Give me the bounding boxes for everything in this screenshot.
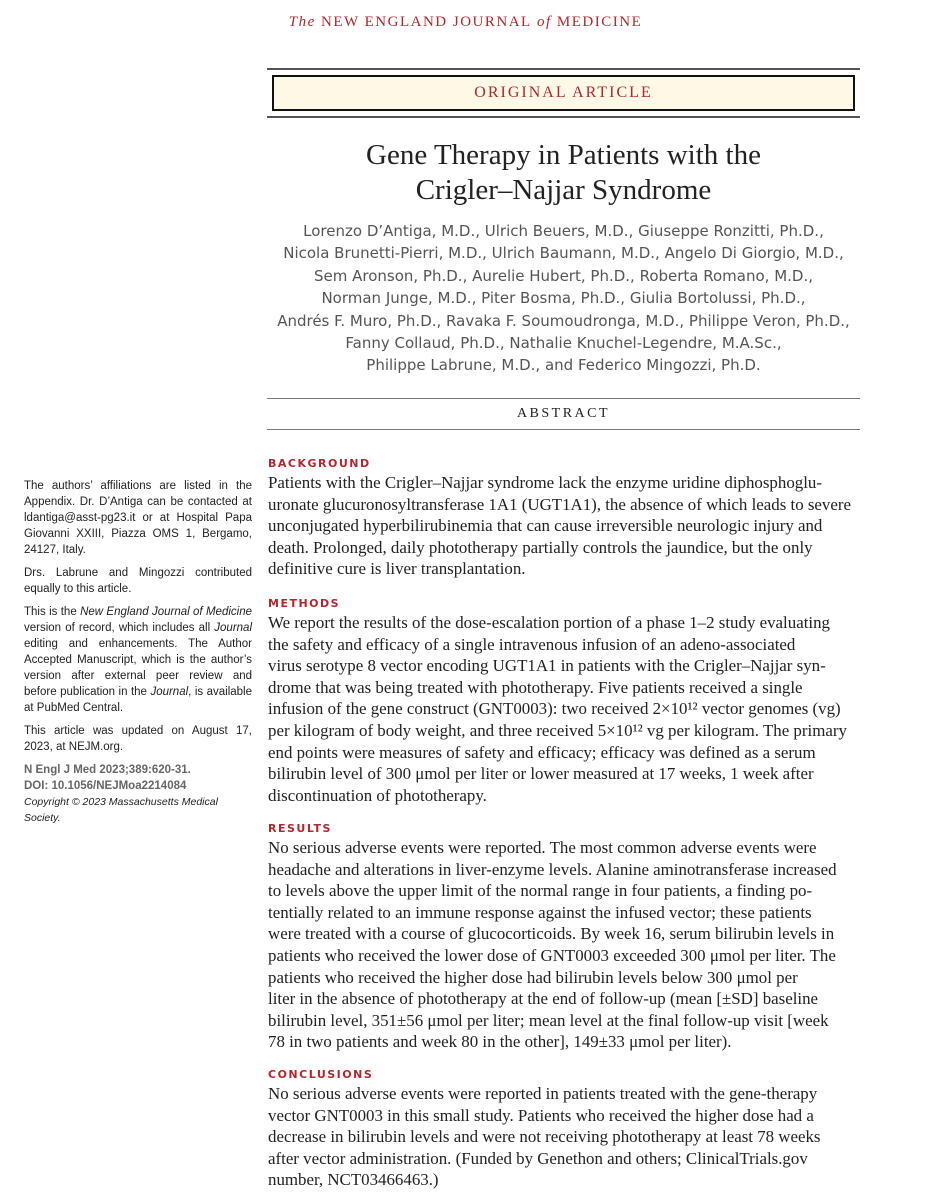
abstract-line: after vector administration. (Funded by Genethon and others; ClinicalTrials.gov [268,1148,808,1168]
section-body-background [268,472,860,580]
abstract-line: were treated with a course of glucocorticoids. By week 16, serum bilirubin levels in [268,924,835,944]
abstract-line: end points were measures of safety and efficacy; efficacy was defined as a serum [268,742,816,762]
copyright: Copyright © 2023 Massachusetts Medical Society. [24,796,218,824]
abstract-line: No serious adverse events were reported. The most common adverse events were [268,838,817,857]
abstract-line: infusion of the gene construct (GNT0003): two received 2×10¹² vector genomes (vg) [268,699,841,719]
abstract-line: headache and alterations in liver-enzyme levels. Alanine aminotransferase increased [268,859,837,879]
version-note-text: , is available at PubMed Central. [24,686,252,714]
section-body-results [268,837,860,1053]
version-note-journal: Journal [214,622,252,634]
abstract-line: patients who received the higher dose had bilirubin levels below 300 μmol per [268,967,798,987]
abstract-line: death. Prolonged, daily phototherapy partially controls the jaundice, but the only [268,537,813,557]
journal-name-the: The [288,14,316,30]
author-line: Norman Junge, M.D., Piter Bosma, Ph.D., Giulia Bortolussi, Ph.D., [321,289,806,308]
version-note-journal: New England Journal of Medicine [80,606,252,618]
section-body-conclusions [268,1083,860,1191]
author-line: Nicola Brunetti-Pierri, M.D., Ulrich Baumann, M.D., Angelo Di Giorgio, M.D., [283,244,844,263]
abstract-line: number, NCT03466463.) [268,1170,439,1190]
abstract-line: tentially related to an immune response against the infused vector; these patients [268,902,812,922]
author-line: Sem Aronson, Ph.D., Aurelie Hubert, Ph.D., Roberta Romano, M.D., [313,266,813,285]
author-line: Philippe Labrune, M.D., and Federico Mingozzi, Ph.D. [366,356,761,375]
abstract-line: discontinuation of phototherapy. [268,785,487,805]
abstract-line: patients who received the lower dose of GNT0003 exceeded 300 μmol per liter. The [268,945,836,965]
abstract-line: unconjugated hyperbilirubinemia that can cause irreversible neurologic injury and [268,516,823,536]
section-heading-conclusions: CONCLUSIONS [268,1068,374,1081]
article-title-line: Crigler–Najjar Syndrome [415,174,712,206]
affiliations-note: The authors’ affiliations are listed in the Appendix. Dr. D’Antiga can be contacted at ldantiga@asst-pg23.it or at Hospital Papa Giovanni XXIII, Piazza OMS 1, Bergamo, 24127, Italy. [24,480,252,556]
abstract-line: decrease in bilirubin levels and were not receiving phototherapy at least 78 weeks [268,1127,821,1147]
abstract-header [267,398,860,430]
abstract-line: drome that was being treated with phototherapy. Five patients received a single [268,677,803,697]
article-type-label: ORIGINAL ARTICLE [474,84,653,101]
version-note-journal: Journal [150,686,189,698]
author-list [267,220,860,377]
sidebar-notes [24,478,252,833]
abstract-line: We report the results of the dose-escalation portion of a phase 1–2 study evaluating [268,613,830,632]
abstract-line: to levels above the upper limit of the normal range in four patients, a finding po- [268,881,813,901]
citation: N Engl J Med 2023;389:620-31. [24,764,191,776]
journal-name-part2: MEDICINE [556,14,643,30]
section-heading-results: RESULTS [268,822,332,835]
article-title [267,138,860,208]
abstract-line: liter in the absence of phototherapy at the end of follow-up (mean [±SD] baseline [268,989,819,1009]
abstract-line: uronate glucuronosyltransferase 1A1 (UGT1A1), the absence of which leads to severe [268,494,851,514]
journal-masthead [0,14,931,31]
journal-name-part1: NEW ENGLAND JOURNAL [321,14,532,30]
abstract-line: the safety and efficacy of a single intravenous infusion of an adeno-associated [268,634,796,654]
abstract-line: No serious adverse events were reported in patients treated with the gene-therapy [268,1084,818,1103]
update-note: This article was updated on August 17, 2023, at NEJM.org. [24,725,252,753]
author-line: Fanny Collaud, Ph.D., Nathalie Knuchel-Legendre, M.A.Sc., [345,334,782,353]
abstract-line: vector GNT0003 in this small study. Patients who received the higher dose had a [268,1105,814,1125]
abstract-line: per kilogram of body weight, and three received 5×10¹² vg per kilogram. The primary [268,720,847,740]
section-body-methods [268,612,860,806]
version-note-text: version of record, which includes all [24,622,215,634]
equal-contribution-note: Drs. Labrune and Mingozzi contributed equally to this article. [24,567,252,595]
version-note-text: editing and enhancements. The Author Accepted Manuscript, which is the author’s version after external peer review and before publication in the [24,638,252,698]
doi: DOI: 10.1056/NEJMoa2214084 [24,780,187,792]
abstract-line: bilirubin level, 351±56 μmol per liter; mean level at the final follow-up visit [week [268,1010,829,1030]
section-heading-methods: METHODS [268,597,341,610]
author-line: Lorenzo D’Antiga, M.D., Ulrich Beuers, M.D., Giuseppe Ronzitti, Ph.D., [303,222,824,240]
journal-name-of: of [536,14,552,30]
article-type-banner [267,68,860,118]
abstract-label: ABSTRACT [516,406,611,421]
version-of-record-note [24,604,252,716]
abstract-line: virus serotype 8 vector encoding UGT1A1 in patients with the Crigler–Najjar syn- [268,656,826,676]
article-type-frame [272,75,855,111]
abstract-line: Patients with the Crigler–Najjar syndrome lack the enzyme uridine diphosphoglu- [268,473,822,492]
abstract-line: 78 in two patients and week 80 in the other], 149±33 μmol per liter). [268,1032,732,1052]
author-line: Andrés F. Muro, Ph.D., Ravaka F. Soumoudronga, M.D., Philippe Veron, Ph.D., [277,311,850,330]
section-heading-background: BACKGROUND [268,457,371,470]
abstract-line: bilirubin level of 300 μmol per liter or lower measured at 17 weeks, 1 week after [268,764,814,784]
version-note-text: This is the [24,606,81,618]
article-title-line: Gene Therapy in Patients with the [366,139,761,171]
abstract-line: definitive cure is liver transplantation. [268,559,526,579]
